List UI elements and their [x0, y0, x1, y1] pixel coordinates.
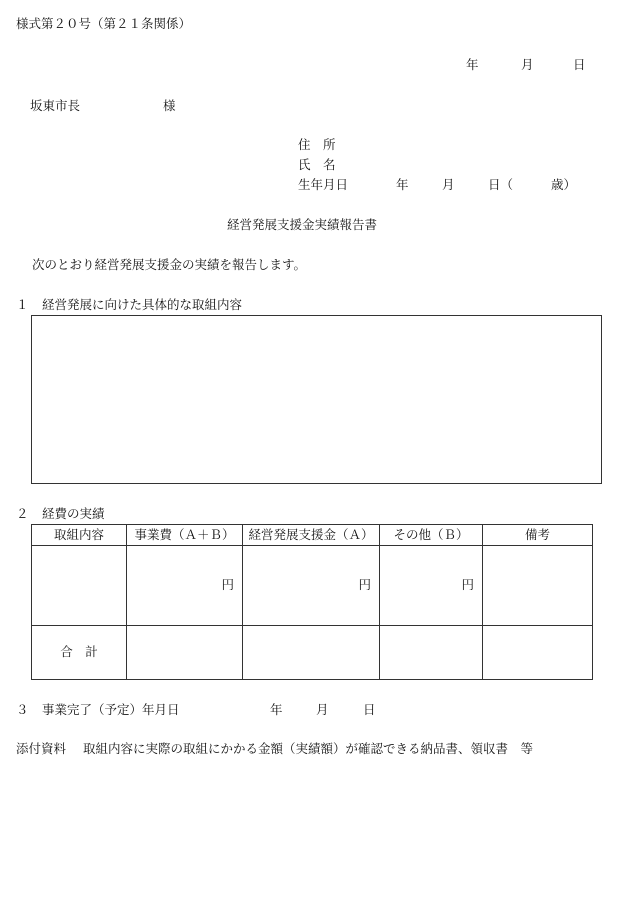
- attachment-text: 取組内容に実際の取組にかかる金額（実績額）が確認できる納品書、領収書 等: [83, 741, 534, 756]
- column-header-subsidy: 経営発展支援金（Ａ）: [243, 525, 380, 546]
- cell-subsidy[interactable]: [243, 546, 380, 626]
- cell-total-remarks[interactable]: [483, 626, 593, 680]
- unit-yen: 円: [221, 577, 234, 593]
- birth-month: 月: [442, 177, 455, 192]
- section2-number: ２: [16, 506, 29, 521]
- address-label: 住 所: [298, 137, 336, 152]
- unit-yen: 円: [461, 577, 474, 593]
- column-header-remarks: 備考: [483, 525, 593, 546]
- cell-other[interactable]: [380, 546, 483, 626]
- date-year: 年: [466, 57, 479, 72]
- cell-remarks[interactable]: [483, 546, 593, 626]
- cost-table-header-row: [32, 525, 593, 546]
- completion-year: 年: [270, 702, 283, 717]
- section1-heading: 経営発展に向けた具体的な取組内容: [42, 297, 243, 312]
- birth-label: 生年月日: [298, 177, 349, 192]
- cell-project-cost[interactable]: [127, 546, 243, 626]
- table-row-total: [32, 626, 593, 680]
- document-title: 経営発展支援金実績報告書: [227, 217, 378, 232]
- completion-day: 日: [363, 702, 376, 717]
- column-header-other: その他（Ｂ）: [380, 525, 483, 546]
- form-number: 様式第２０号（第２１条関係）: [16, 16, 192, 31]
- section3-number: ３: [16, 702, 29, 717]
- birth-age: 歳）: [551, 177, 577, 192]
- section2-heading: 経費の実績: [42, 506, 105, 521]
- addressee-name: 坂東市長: [30, 98, 81, 113]
- section3-heading: 事業完了（予定）年月日: [42, 702, 180, 717]
- birth-year: 年: [396, 177, 409, 192]
- total-label: 合 計: [32, 626, 127, 680]
- cost-table: [31, 524, 593, 680]
- birth-day: 日（: [488, 177, 514, 192]
- table-row: [32, 546, 593, 626]
- attachment-label: 添付資料: [16, 741, 67, 756]
- date-month: 月: [521, 57, 534, 72]
- completion-month: 月: [316, 702, 329, 717]
- intro-text: 次のとおり経営発展支援金の実績を報告します。: [32, 257, 307, 272]
- unit-yen: 円: [358, 577, 371, 593]
- column-header-activity: 取組内容: [32, 525, 127, 546]
- cell-total-subsidy[interactable]: [243, 626, 380, 680]
- cell-total-project-cost[interactable]: [127, 626, 243, 680]
- cell-total-other[interactable]: [380, 626, 483, 680]
- date-day: 日: [573, 57, 586, 72]
- name-label: 氏 名: [298, 157, 336, 172]
- column-header-project-cost: 事業費（Ａ＋Ｂ）: [127, 525, 243, 546]
- section1-content-box[interactable]: [31, 315, 602, 484]
- addressee-honorific: 様: [163, 98, 176, 113]
- cell-activity[interactable]: [32, 546, 127, 626]
- section1-number: １: [16, 297, 29, 312]
